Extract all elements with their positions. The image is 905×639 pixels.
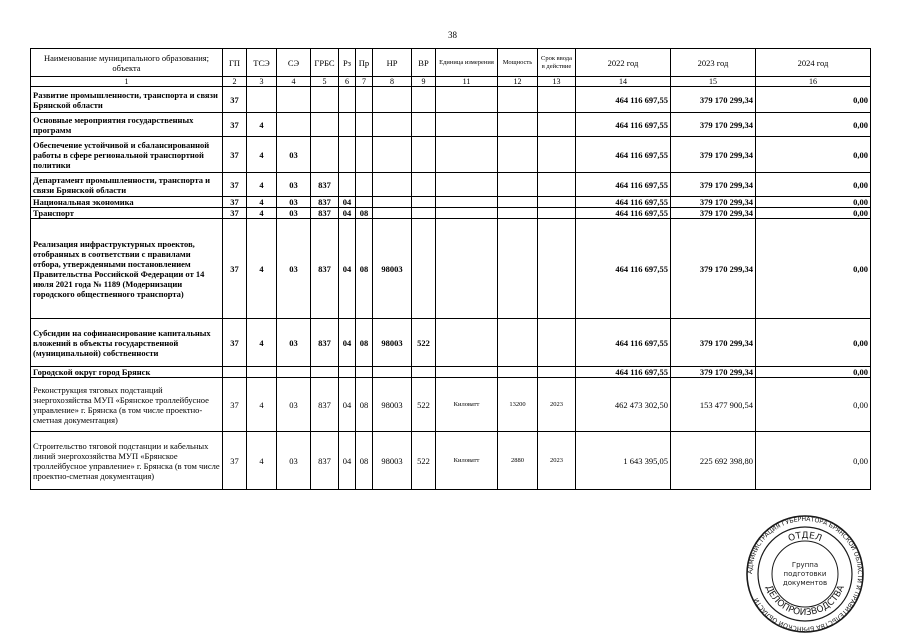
amount-2022-cell: 464 116 697,55 xyxy=(576,208,671,219)
grbs-cell xyxy=(311,87,339,113)
capacity-cell xyxy=(498,319,538,367)
rz-cell: 04 xyxy=(339,197,356,208)
rz-cell xyxy=(339,173,356,197)
se-cell: 03 xyxy=(277,137,311,173)
grbs-cell: 837 xyxy=(311,173,339,197)
table-row xyxy=(31,137,871,173)
pr-cell: 08 xyxy=(356,378,373,432)
amount-2024-cell: 0,00 xyxy=(756,197,871,208)
table-row xyxy=(31,113,871,137)
amount-2022-cell: 1 643 395,05 xyxy=(576,432,671,490)
rz-cell xyxy=(339,113,356,137)
amount-2024-cell: 0,00 xyxy=(756,378,871,432)
unit-cell xyxy=(436,197,498,208)
rz-cell: 04 xyxy=(339,432,356,490)
np-cell xyxy=(373,173,412,197)
vr-cell: 522 xyxy=(412,319,436,367)
gp-cell: 37 xyxy=(223,319,247,367)
pr-cell xyxy=(356,113,373,137)
term-cell xyxy=(538,113,576,137)
name-cell: Строительство тяговой подстанции и кабельных линий энергохозяйства МУП «Брянское троллейбусное управление» г. Брянска (в том числе проектно-сметная документация) xyxy=(31,432,223,490)
se-cell: 03 xyxy=(277,197,311,208)
amount-2023-cell: 379 170 299,34 xyxy=(671,367,756,378)
budget-table xyxy=(30,48,871,490)
capacity-cell xyxy=(498,113,538,137)
pr-cell: 08 xyxy=(356,219,373,319)
column-number-cell: 9 xyxy=(412,77,436,87)
capacity-cell xyxy=(498,87,538,113)
np-cell xyxy=(373,197,412,208)
pr-cell xyxy=(356,137,373,173)
amount-2023-cell: 379 170 299,34 xyxy=(671,113,756,137)
rz-cell xyxy=(339,367,356,378)
tse-cell xyxy=(247,367,277,378)
table-row xyxy=(31,87,871,113)
column-number-cell: 6 xyxy=(339,77,356,87)
header-grbs: ГРБС xyxy=(311,49,339,77)
se-cell: 03 xyxy=(277,378,311,432)
name-cell: Развитие промышленности, транспорта и связи Брянской области xyxy=(31,87,223,113)
amount-2023-cell: 379 170 299,34 xyxy=(671,208,756,219)
term-cell xyxy=(538,87,576,113)
tse-cell: 4 xyxy=(247,173,277,197)
pr-cell: 08 xyxy=(356,319,373,367)
gp-cell: 37 xyxy=(223,208,247,219)
table-body xyxy=(31,87,871,490)
unit-cell xyxy=(436,208,498,219)
header-pr: Пр xyxy=(356,49,373,77)
gp-cell: 37 xyxy=(223,113,247,137)
gp-cell: 37 xyxy=(223,173,247,197)
pr-cell xyxy=(356,87,373,113)
header-row xyxy=(31,49,871,77)
column-number-cell: 8 xyxy=(373,77,412,87)
column-number-cell: 11 xyxy=(436,77,498,87)
amount-2023-cell: 379 170 299,34 xyxy=(671,219,756,319)
header-2024: 2024 год xyxy=(756,49,871,77)
table-row xyxy=(31,367,871,378)
vr-cell xyxy=(412,208,436,219)
gp-cell: 37 xyxy=(223,378,247,432)
department-stamp xyxy=(744,513,866,635)
vr-cell xyxy=(412,113,436,137)
table-row xyxy=(31,432,871,490)
rz-cell xyxy=(339,87,356,113)
table-row xyxy=(31,378,871,432)
amount-2022-cell: 464 116 697,55 xyxy=(576,113,671,137)
term-cell xyxy=(538,319,576,367)
capacity-cell xyxy=(498,219,538,319)
header-gp: ГП xyxy=(223,49,247,77)
vr-cell xyxy=(412,87,436,113)
stamp-center-line3: документов xyxy=(782,579,828,587)
grbs-cell xyxy=(311,113,339,137)
amount-2022-cell: 464 116 697,55 xyxy=(576,197,671,208)
tse-cell: 4 xyxy=(247,378,277,432)
tse-cell xyxy=(247,87,277,113)
header-tse: ТСЭ xyxy=(247,49,277,77)
amount-2023-cell: 379 170 299,34 xyxy=(671,173,756,197)
capacity-cell: 13200 xyxy=(498,378,538,432)
grbs-cell: 837 xyxy=(311,197,339,208)
tse-cell: 4 xyxy=(247,113,277,137)
header-2022: 2022 год xyxy=(576,49,671,77)
unit-cell xyxy=(436,219,498,319)
stamp-center-line2: подготовки xyxy=(783,570,827,578)
grbs-cell xyxy=(311,367,339,378)
term-cell: 2023 xyxy=(538,378,576,432)
name-cell: Национальная экономика xyxy=(31,197,223,208)
column-number-cell: 4 xyxy=(277,77,311,87)
pr-cell: 08 xyxy=(356,208,373,219)
pr-cell xyxy=(356,173,373,197)
capacity-cell xyxy=(498,173,538,197)
unit-cell xyxy=(436,173,498,197)
tse-cell: 4 xyxy=(247,432,277,490)
column-number-cell: 7 xyxy=(356,77,373,87)
svg-text:ОТДЕЛ xyxy=(787,531,823,544)
column-number-cell: 14 xyxy=(576,77,671,87)
amount-2023-cell: 379 170 299,34 xyxy=(671,319,756,367)
header-rz: Рз xyxy=(339,49,356,77)
stamp-inner-top: ОТДЕЛ xyxy=(787,530,823,545)
unit-cell xyxy=(436,87,498,113)
column-number-cell: 15 xyxy=(671,77,756,87)
np-cell xyxy=(373,137,412,173)
amount-2022-cell: 464 116 697,55 xyxy=(576,173,671,197)
grbs-cell: 837 xyxy=(311,432,339,490)
pr-cell xyxy=(356,197,373,208)
stamp-inner-bottom: ДЕЛОПРОИЗВОДСТВА xyxy=(763,583,847,619)
tse-cell: 4 xyxy=(247,219,277,319)
grbs-cell xyxy=(311,137,339,173)
np-cell xyxy=(373,87,412,113)
grbs-cell: 837 xyxy=(311,319,339,367)
gp-cell xyxy=(223,367,247,378)
table-row xyxy=(31,219,871,319)
gp-cell: 37 xyxy=(223,432,247,490)
se-cell xyxy=(277,367,311,378)
unit-cell: Киловатт xyxy=(436,432,498,490)
header-2023: 2023 год xyxy=(671,49,756,77)
vr-cell xyxy=(412,219,436,319)
capacity-cell xyxy=(498,208,538,219)
column-number-cell: 12 xyxy=(498,77,538,87)
amount-2024-cell: 0,00 xyxy=(756,219,871,319)
amount-2024-cell: 0,00 xyxy=(756,432,871,490)
term-cell: 2023 xyxy=(538,432,576,490)
vr-cell: 522 xyxy=(412,432,436,490)
se-cell xyxy=(277,87,311,113)
amount-2022-cell: 464 116 697,55 xyxy=(576,137,671,173)
header-unit: Единица измерения xyxy=(436,49,498,77)
amount-2022-cell: 464 116 697,55 xyxy=(576,87,671,113)
name-cell: Субсидии на софинансирование капитальных вложений в объекты государственной (муниципальной) собственности xyxy=(31,319,223,367)
se-cell xyxy=(277,113,311,137)
table-row xyxy=(31,197,871,208)
np-cell xyxy=(373,113,412,137)
gp-cell: 37 xyxy=(223,87,247,113)
grbs-cell: 837 xyxy=(311,378,339,432)
vr-cell xyxy=(412,173,436,197)
amount-2024-cell: 0,00 xyxy=(756,208,871,219)
page-number: 38 xyxy=(448,30,457,40)
gp-cell: 37 xyxy=(223,197,247,208)
name-cell: Департамент промышленности, транспорта и связи Брянской области xyxy=(31,173,223,197)
amount-2024-cell: 0,00 xyxy=(756,367,871,378)
unit-cell xyxy=(436,113,498,137)
tse-cell: 4 xyxy=(247,319,277,367)
rz-cell xyxy=(339,137,356,173)
name-cell: Реализация инфраструктурных проектов, отобранных в соответствии с правилами отбора, утвержденными постановлением Правительства Российской Федерации от 14 июля 2021 года № 1189 (Модернизации городского общественного транспорта) xyxy=(31,219,223,319)
table-row xyxy=(31,208,871,219)
column-number-cell: 1 xyxy=(31,77,223,87)
np-cell xyxy=(373,367,412,378)
np-cell: 98003 xyxy=(373,319,412,367)
amount-2023-cell: 379 170 299,34 xyxy=(671,137,756,173)
np-cell: 98003 xyxy=(373,378,412,432)
unit-cell xyxy=(436,137,498,173)
grbs-cell: 837 xyxy=(311,219,339,319)
pr-cell xyxy=(356,367,373,378)
se-cell: 03 xyxy=(277,173,311,197)
rz-cell: 04 xyxy=(339,378,356,432)
header-term: Срок ввода в действие xyxy=(538,49,576,77)
term-cell xyxy=(538,219,576,319)
tse-cell: 4 xyxy=(247,137,277,173)
grbs-cell: 837 xyxy=(311,208,339,219)
stamp-center-line1: Группа xyxy=(791,561,819,569)
name-cell: Городской округ город Брянск xyxy=(31,367,223,378)
rz-cell: 04 xyxy=(339,319,356,367)
se-cell: 03 xyxy=(277,432,311,490)
term-cell xyxy=(538,367,576,378)
rz-cell: 04 xyxy=(339,208,356,219)
term-cell xyxy=(538,173,576,197)
header-capacity: Мощность xyxy=(498,49,538,77)
amount-2023-cell: 225 692 398,80 xyxy=(671,432,756,490)
gp-cell: 37 xyxy=(223,219,247,319)
se-cell: 03 xyxy=(277,208,311,219)
pr-cell: 08 xyxy=(356,432,373,490)
se-cell: 03 xyxy=(277,219,311,319)
table-row xyxy=(31,173,871,197)
np-cell xyxy=(373,208,412,219)
amount-2022-cell: 464 116 697,55 xyxy=(576,319,671,367)
amount-2022-cell: 462 473 302,50 xyxy=(576,378,671,432)
unit-cell xyxy=(436,319,498,367)
capacity-cell xyxy=(498,197,538,208)
vr-cell xyxy=(412,197,436,208)
column-number-cell: 3 xyxy=(247,77,277,87)
column-number-cell: 16 xyxy=(756,77,871,87)
amount-2024-cell: 0,00 xyxy=(756,173,871,197)
header-vr: ВР xyxy=(412,49,436,77)
term-cell xyxy=(538,208,576,219)
capacity-cell xyxy=(498,367,538,378)
amount-2023-cell: 379 170 299,34 xyxy=(671,197,756,208)
tse-cell: 4 xyxy=(247,197,277,208)
tse-cell: 4 xyxy=(247,208,277,219)
column-number-cell: 2 xyxy=(223,77,247,87)
capacity-cell: 2880 xyxy=(498,432,538,490)
amount-2022-cell: 464 116 697,55 xyxy=(576,219,671,319)
header-se: СЭ xyxy=(277,49,311,77)
unit-cell: Киловатт xyxy=(436,378,498,432)
amount-2023-cell: 153 477 900,54 xyxy=(671,378,756,432)
vr-cell: 522 xyxy=(412,378,436,432)
se-cell: 03 xyxy=(277,319,311,367)
term-cell xyxy=(538,137,576,173)
vr-cell xyxy=(412,137,436,173)
header-np: НР xyxy=(373,49,412,77)
column-number-row xyxy=(31,77,871,87)
amount-2022-cell: 464 116 697,55 xyxy=(576,367,671,378)
np-cell: 98003 xyxy=(373,219,412,319)
name-cell: Обеспечение устойчивой и сбалансированной работы в сфере региональной транспортной политики xyxy=(31,137,223,173)
column-number-cell: 13 xyxy=(538,77,576,87)
amount-2024-cell: 0,00 xyxy=(756,137,871,173)
stamp-outer-text: АДМИНИСТРАЦИЯ ГУБЕРНАТОРА БРЯНСКОЙ ОБЛАСТИ И ПРАВИТЕЛЬСТВА БРЯНСКОЙ ОБЛАСТИ xyxy=(746,515,864,633)
name-cell: Реконструкция тяговых подстанций энергохозяйства МУП «Брянское троллейбусное управление» г. Брянска (в том числе проектно-сметная документация) xyxy=(31,378,223,432)
unit-cell xyxy=(436,367,498,378)
column-number-cell: 5 xyxy=(311,77,339,87)
name-cell: Основные мероприятия государственных программ xyxy=(31,113,223,137)
gp-cell: 37 xyxy=(223,137,247,173)
vr-cell xyxy=(412,367,436,378)
amount-2024-cell: 0,00 xyxy=(756,87,871,113)
term-cell xyxy=(538,197,576,208)
np-cell: 98003 xyxy=(373,432,412,490)
amount-2024-cell: 0,00 xyxy=(756,319,871,367)
name-cell: Транспорт xyxy=(31,208,223,219)
table-row xyxy=(31,319,871,367)
amount-2024-cell: 0,00 xyxy=(756,113,871,137)
rz-cell: 04 xyxy=(339,219,356,319)
header-name: Наименование муниципального образования; объекта xyxy=(31,49,223,77)
amount-2023-cell: 379 170 299,34 xyxy=(671,87,756,113)
capacity-cell xyxy=(498,137,538,173)
